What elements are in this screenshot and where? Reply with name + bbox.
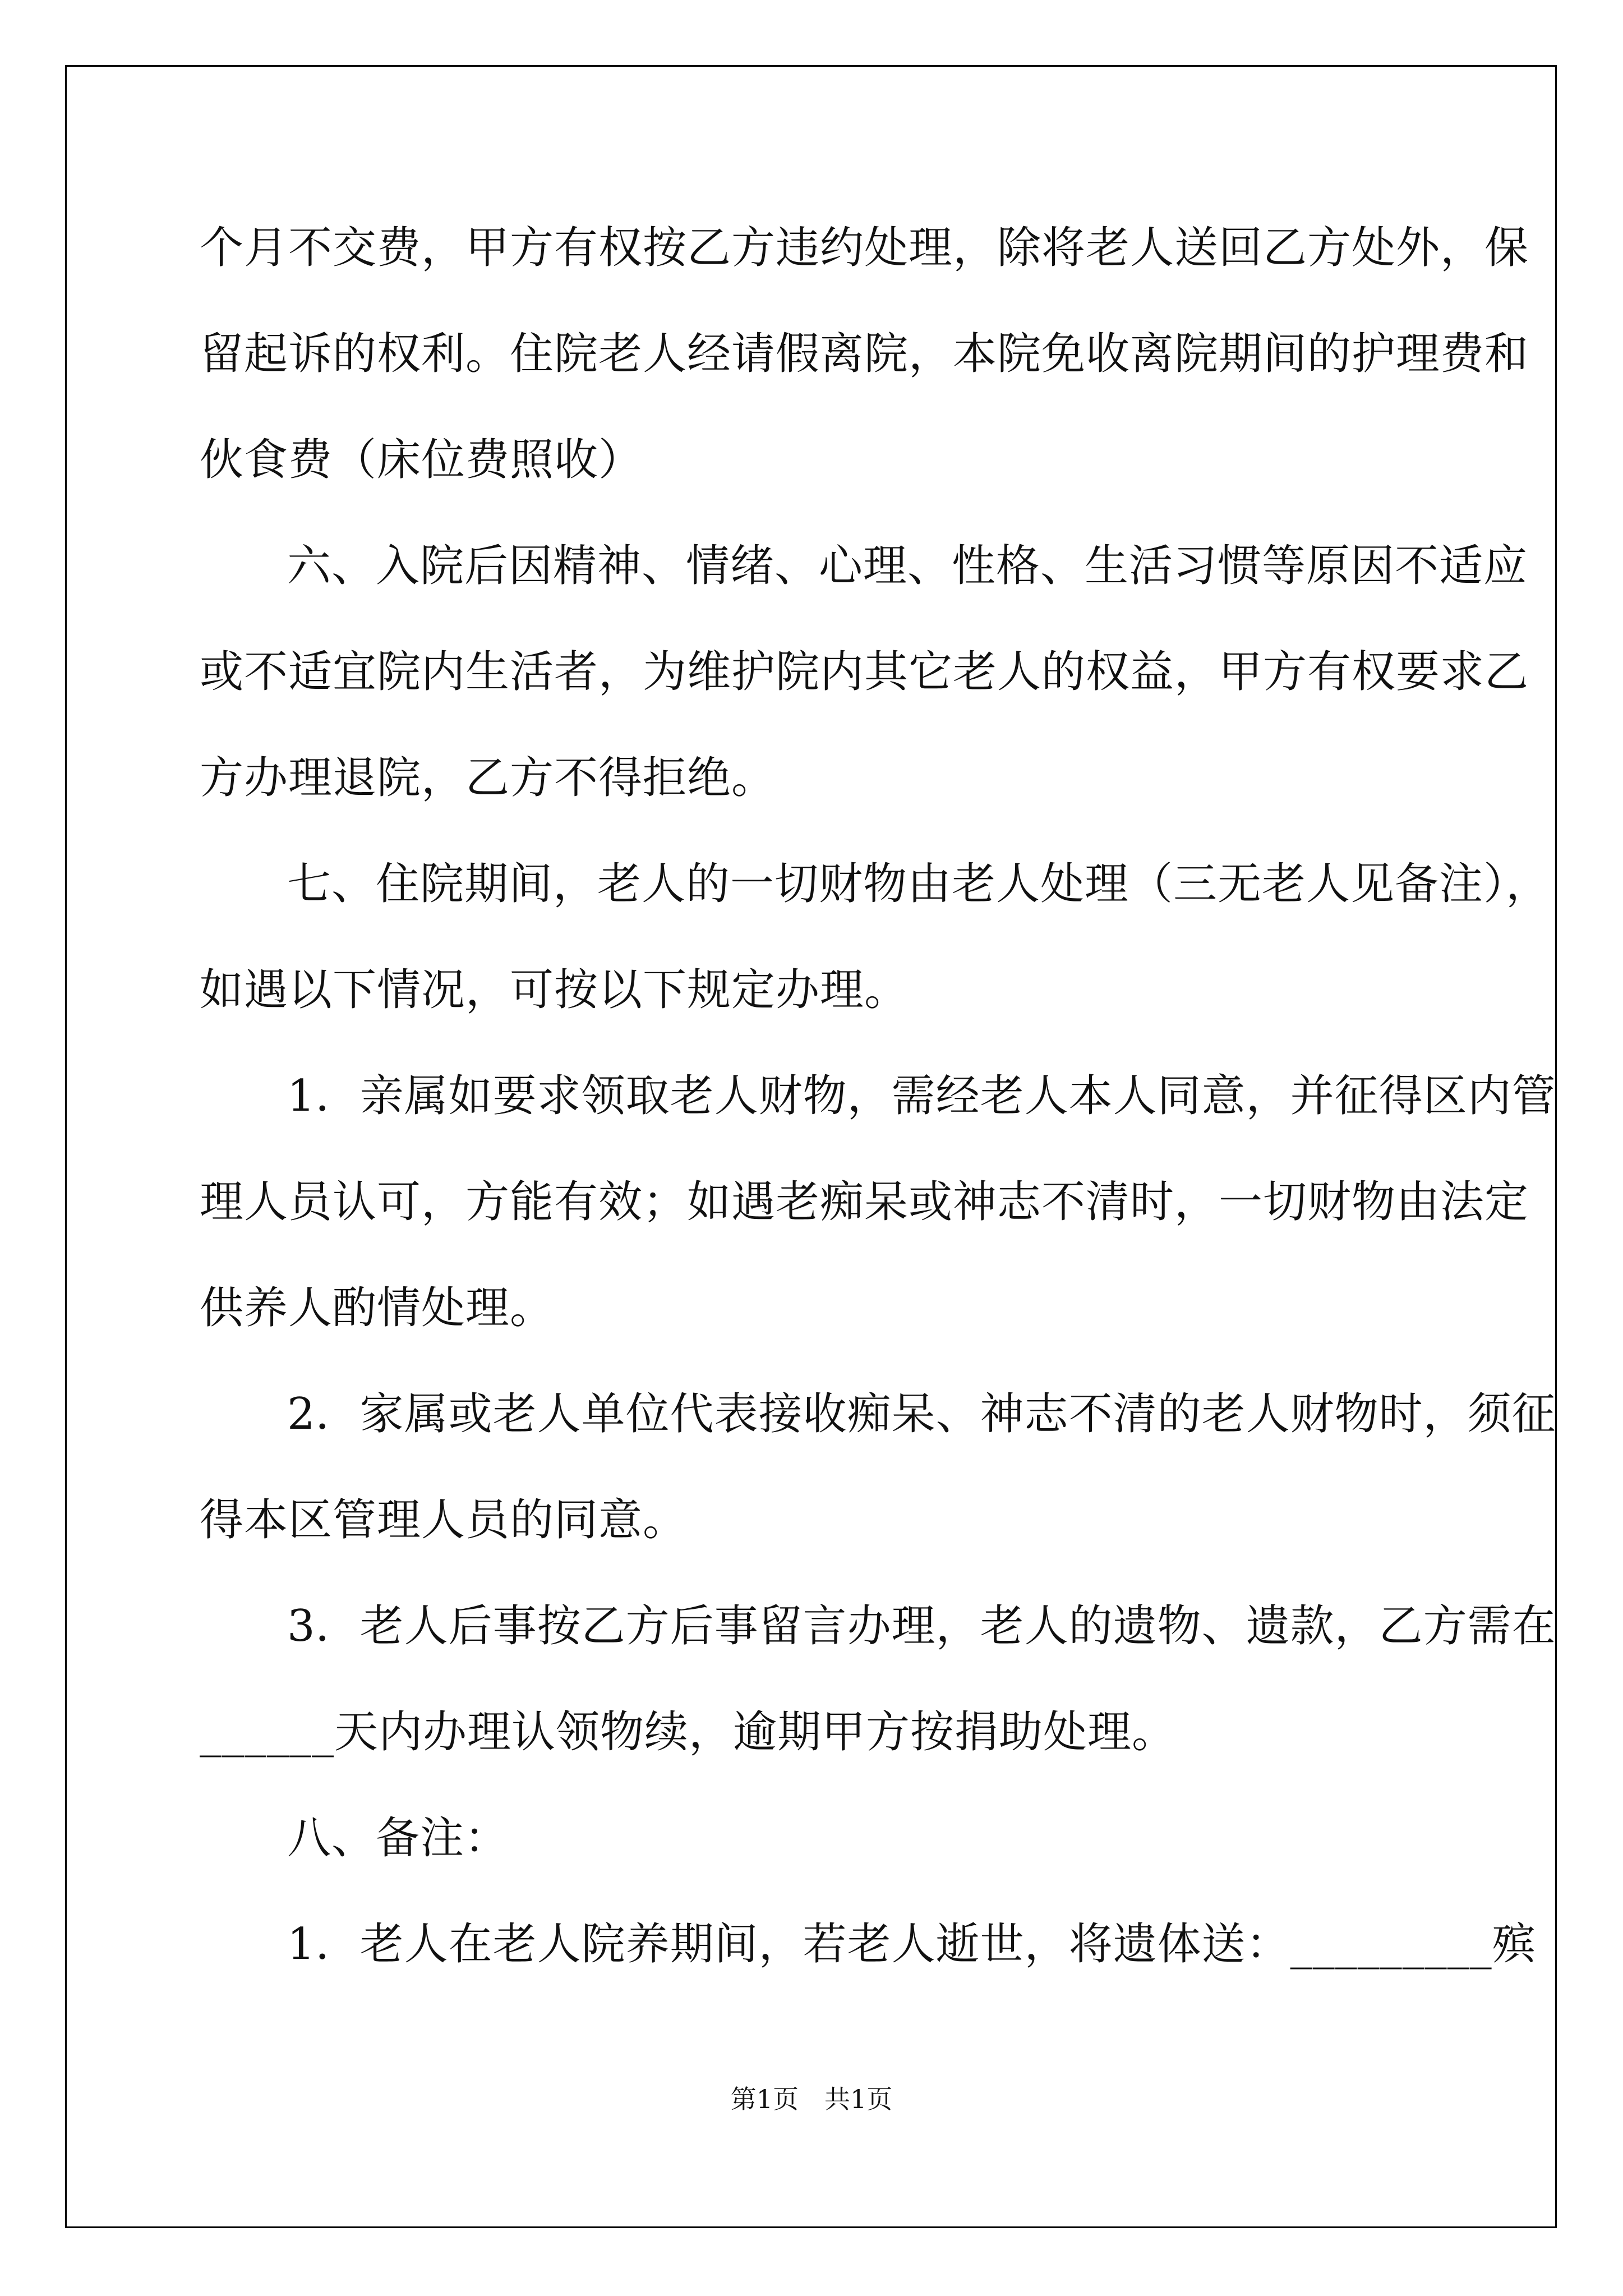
item-1-line: 1．亲属如要求领取老人财物，需经老人本人同意，并征得区内管 — [287, 1071, 1556, 1121]
text-line: 或不适宜院内生活者，为维护院内其它老人的权益，甲方有权要求乙 — [200, 647, 1529, 697]
text-line: 个月不交费，甲方有权按乙方违约处理，除将老人送回乙方处外，保 — [200, 223, 1529, 273]
paragraph-7-line: 七、住院期间，老人的一切财物由老人处理（三无老人见备注）， — [287, 859, 1551, 909]
text-line: 如遇以下情况，可按以下规定办理。 — [200, 965, 909, 1015]
paragraph-6-line: 六、入院后因精神、情绪、心理、性格、生活习惯等原因不适应 — [287, 541, 1528, 591]
item-3-line: 3．老人后事按乙方后事留言办理，老人的遗物、遗款，乙方需在 — [287, 1601, 1556, 1651]
text-line: ______天内办理认领物续，逾期甲方按捐助处理。 — [200, 1707, 1177, 1757]
item-2-line: 2．家属或老人单位代表接收痴呆、神志不清的老人财物时，须征 — [287, 1389, 1556, 1439]
paragraph-8-heading: 八、备注： — [287, 1813, 509, 1864]
page-number-footer: 第1页 共1页 — [730, 2084, 893, 2114]
text-line: 留起诉的权利。住院老人经请假离院，本院免收离院期间的护理费和 — [200, 329, 1529, 379]
text-line: 得本区管理人员的同意。 — [200, 1495, 688, 1545]
text-line: 理人员认可，方能有效；如遇老痴呆或神志不清时，一切财物由法定 — [200, 1177, 1529, 1227]
document-body — [200, 211, 1556, 2014]
text-line: 供养人酌情处理。 — [200, 1283, 555, 1333]
text-line: 方办理退院，乙方不得拒绝。 — [200, 753, 776, 803]
text-line: 伙食费（床位费照收） — [200, 435, 643, 485]
note-item-1-line: 1．老人在老人院养期间，若老人逝世，将遗体送：_________殡 — [287, 1919, 1537, 1970]
